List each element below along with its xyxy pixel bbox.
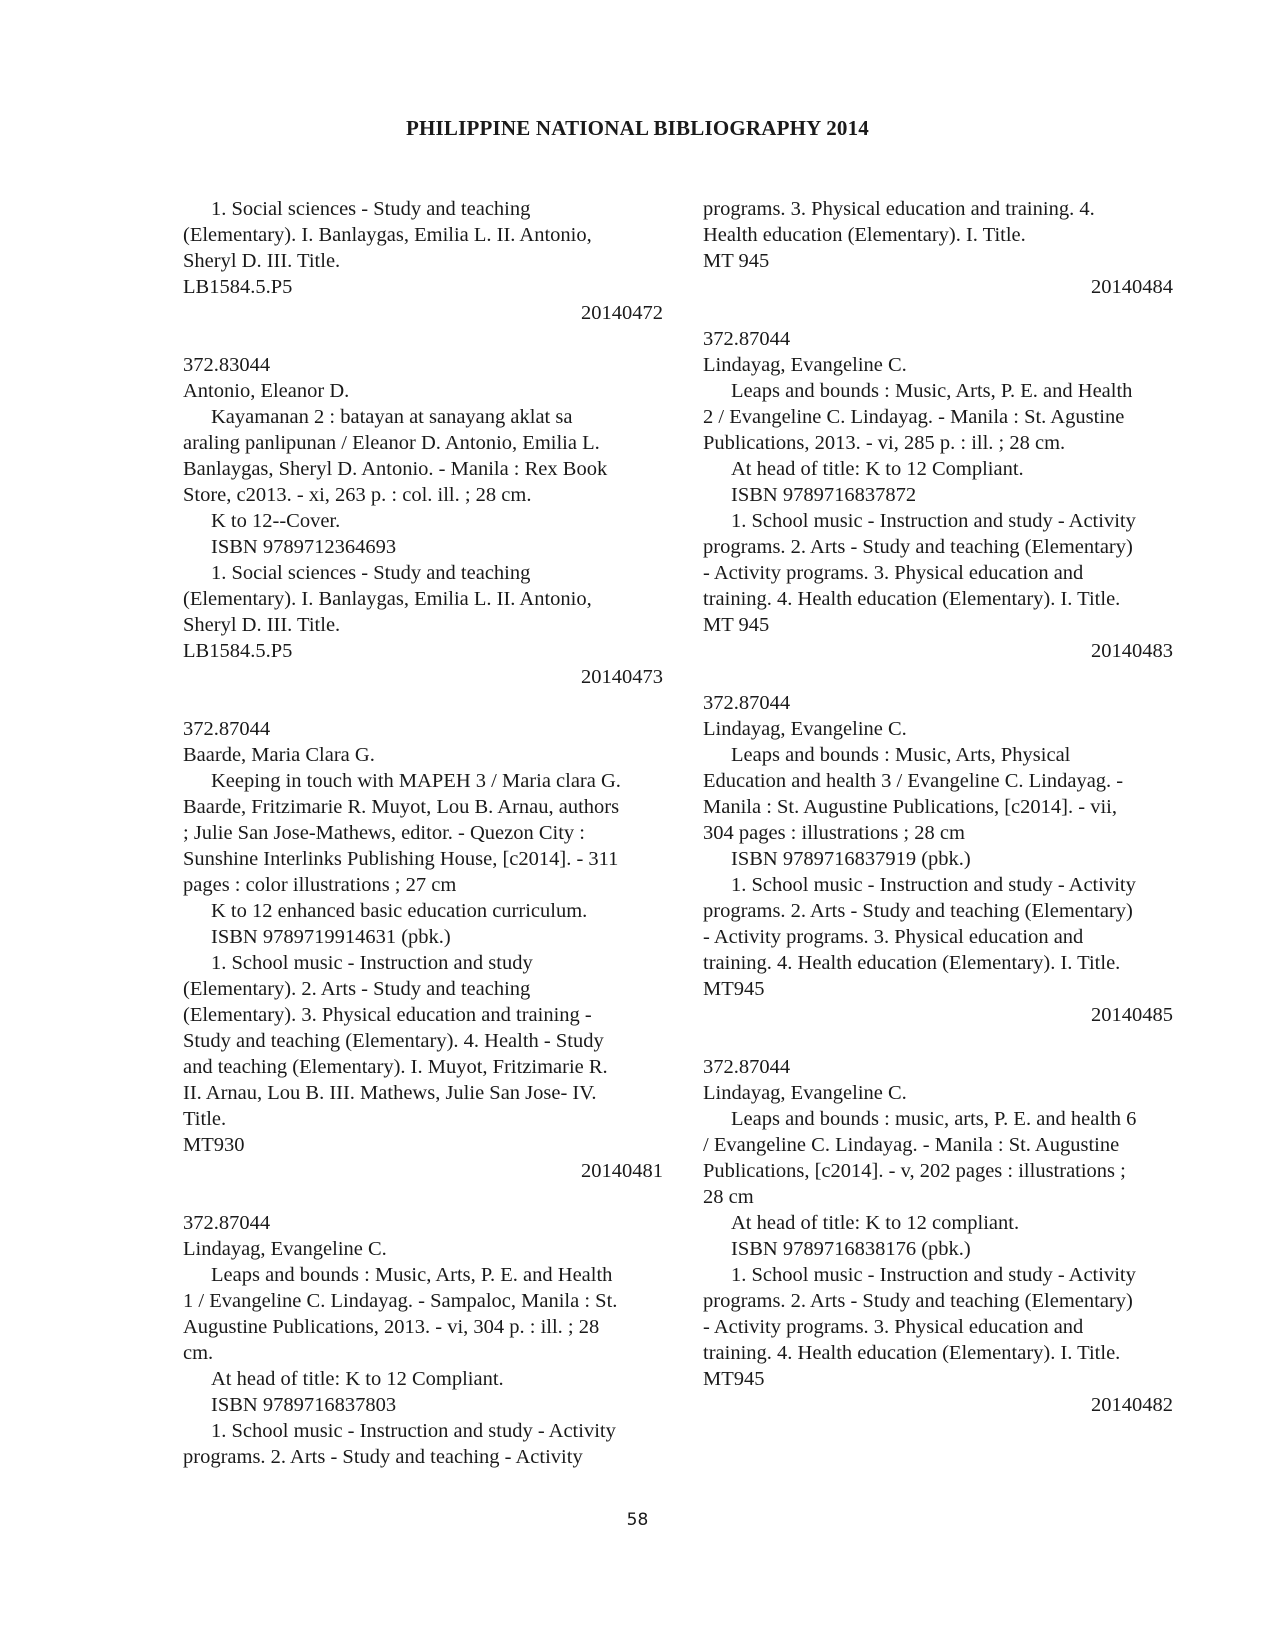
entry-line: training. 4. Health education (Elementary). I. Title. xyxy=(703,952,1121,974)
entry-line: / Evangeline C. Lindayag. - Manila : St. Augustine xyxy=(703,1134,1120,1156)
entry-line: ISBN 9789719914631 (pbk.) xyxy=(211,926,451,948)
entry-line: 2 / Evangeline C. Lindayag. - Manila : St. Agustine xyxy=(703,406,1125,428)
entry-line: MT 945 xyxy=(703,250,770,272)
entry-line: MT945 xyxy=(703,1368,765,1390)
control-number: 20140473 xyxy=(581,666,663,688)
entry-line: MT945 xyxy=(703,978,765,1000)
entry-line: II. Arnau, Lou B. III. Mathews, Julie San Jose- IV. xyxy=(183,1082,597,1104)
entry-line: - Activity programs. 3. Physical education and xyxy=(703,926,1084,948)
entry-line: 372.87044 xyxy=(183,718,271,740)
control-number: 20140482 xyxy=(1091,1394,1173,1416)
entry-line: programs. 2. Arts - Study and teaching (Elementary) xyxy=(703,536,1133,558)
entry-line: pages : color illustrations ; 27 cm xyxy=(183,874,457,896)
entry-separator xyxy=(703,1028,1173,1054)
entry-line: ISBN 9789716837872 xyxy=(731,484,917,506)
entry-line: 1. School music - Instruction and study xyxy=(211,952,533,974)
control-number: 20140484 xyxy=(1091,276,1173,298)
entry-line: ; Julie San Jose-Mathews, editor. - Quezon City : xyxy=(183,822,585,844)
entry-line: ISBN 9789716837919 (pbk.) xyxy=(731,848,971,870)
entry-line: 1. Social sciences - Study and teaching xyxy=(211,198,531,220)
entry-line: Sheryl D. III. Title. xyxy=(183,614,341,636)
entry-line: araling panlipunan / Eleanor D. Antonio, Emilia L. xyxy=(183,432,600,454)
entry-line: 372.87044 xyxy=(703,328,791,350)
entry-line: 1 / Evangeline C. Lindayag. - Sampaloc, Manila : St. xyxy=(183,1290,618,1312)
entry-line: Lindayag, Evangeline C. xyxy=(703,718,907,740)
entry-line: (Elementary). 2. Arts - Study and teaching xyxy=(183,978,531,1000)
control-number: 20140472 xyxy=(581,302,663,324)
entry-line: training. 4. Health education (Elementary). I. Title. xyxy=(703,588,1121,610)
entry-line: 1. School music - Instruction and study - Activity xyxy=(731,874,1136,896)
entry-line: 372.87044 xyxy=(703,692,791,714)
entry-line: Leaps and bounds : Music, Arts, Physical xyxy=(731,744,1071,766)
entry-line: programs. 2. Arts - Study and teaching - Activity xyxy=(183,1446,583,1468)
entry-line: 372.87044 xyxy=(183,1212,271,1234)
entry-line: ISBN 9789712364693 xyxy=(211,536,397,558)
entry-line: - Activity programs. 3. Physical education and xyxy=(703,1316,1084,1338)
entry-line: MT 945 xyxy=(703,614,770,636)
entry-line: Sheryl D. III. Title. xyxy=(183,250,341,272)
entry-line: Health education (Elementary). I. Title. xyxy=(703,224,1026,246)
entry-line: and teaching (Elementary). I. Muyot, Fritzimarie R. xyxy=(183,1056,608,1078)
entry-line: programs. 2. Arts - Study and teaching (Elementary) xyxy=(703,900,1133,922)
entry-separator xyxy=(703,664,1173,690)
entry-line: 1. School music - Instruction and study - Activity xyxy=(731,1264,1136,1286)
entry-line: LB1584.5.P5 xyxy=(183,640,293,662)
entry-line: cm. xyxy=(183,1342,214,1364)
entry-line: Baarde, Maria Clara G. xyxy=(183,744,375,766)
entry-line: Publications, [c2014]. - v, 202 pages : illustrations ; xyxy=(703,1160,1126,1182)
control-number: 20140483 xyxy=(1091,640,1173,662)
entry-line: 1. School music - Instruction and study - Activity xyxy=(211,1420,616,1442)
entry-line: 28 cm xyxy=(703,1186,754,1208)
entry-line: Lindayag, Evangeline C. xyxy=(183,1238,387,1260)
entry-line: Manila : St. Augustine Publications, [c2014]. - vii, xyxy=(703,796,1117,818)
entry-line: 372.83044 xyxy=(183,354,271,376)
entry-line: Publications, 2013. - vi, 285 p. : ill. ; 28 cm. xyxy=(703,432,1066,454)
entry-separator xyxy=(183,690,663,716)
entry-line: ISBN 9789716837803 xyxy=(211,1394,397,1416)
page-title: PHILIPPINE NATIONAL BIBLIOGRAPHY 2014 xyxy=(405,116,870,140)
right-column xyxy=(703,196,1173,1418)
entry-line: Leaps and bounds : Music, Arts, P. E. and Health xyxy=(211,1264,613,1286)
entry-line: Lindayag, Evangeline C. xyxy=(703,1082,907,1104)
entry-line: Banlaygas, Sheryl D. Antonio. - Manila : Rex Book xyxy=(183,458,608,480)
entry-line: At head of title: K to 12 compliant. xyxy=(731,1212,1020,1234)
entry-separator xyxy=(183,326,663,352)
entry-line: K to 12--Cover. xyxy=(211,510,341,532)
entry-line: Baarde, Fritzimarie R. Muyot, Lou B. Arnau, authors xyxy=(183,796,620,818)
entry-line: At head of title: K to 12 Compliant. xyxy=(211,1368,504,1390)
entry-line: 1. School music - Instruction and study - Activity xyxy=(731,510,1136,532)
entry-line: programs. 3. Physical education and training. 4. xyxy=(703,198,1095,220)
entry-line: (Elementary). 3. Physical education and training - xyxy=(183,1004,592,1026)
entry-line: Leaps and bounds : Music, Arts, P. E. and Health xyxy=(731,380,1133,402)
entry-line: Keeping in touch with MAPEH 3 / Maria clara G. xyxy=(211,770,621,792)
left-column xyxy=(183,196,663,1470)
entry-line: (Elementary). I. Banlaygas, Emilia L. II. Antonio, xyxy=(183,588,592,610)
entry-line: - Activity programs. 3. Physical education and xyxy=(703,562,1084,584)
entry-line: programs. 2. Arts - Study and teaching (Elementary) xyxy=(703,1290,1133,1312)
entry-line: 1. Social sciences - Study and teaching xyxy=(211,562,531,584)
entry-line: Store, c2013. - xi, 263 p. : col. ill. ; 28 cm. xyxy=(183,484,532,506)
entry-line: Lindayag, Evangeline C. xyxy=(703,354,907,376)
control-number: 20140485 xyxy=(1091,1004,1173,1026)
entry-line: Kayamanan 2 : batayan at sanayang aklat sa xyxy=(211,406,573,428)
entry-line: Antonio, Eleanor D. xyxy=(183,380,350,402)
entry-line: 372.87044 xyxy=(703,1056,791,1078)
entry-line: Augustine Publications, 2013. - vi, 304 p. : ill. ; 28 xyxy=(183,1316,600,1338)
entry-line: Education and health 3 / Evangeline C. Lindayag. - xyxy=(703,770,1124,792)
entry-separator xyxy=(703,300,1173,326)
entry-line: Title. xyxy=(183,1108,227,1130)
entry-line: MT930 xyxy=(183,1134,245,1156)
entry-separator xyxy=(183,1184,663,1210)
page-number: 58 xyxy=(626,1510,649,1530)
entry-line: K to 12 enhanced basic education curriculum. xyxy=(211,900,588,922)
control-number: 20140481 xyxy=(581,1160,663,1182)
entry-line: Study and teaching (Elementary). 4. Health - Study xyxy=(183,1030,604,1052)
entry-line: LB1584.5.P5 xyxy=(183,276,293,298)
entry-line: At head of title: K to 12 Compliant. xyxy=(731,458,1024,480)
entry-line: Sunshine Interlinks Publishing House, [c2014]. - 311 xyxy=(183,848,619,870)
entry-line: Leaps and bounds : music, arts, P. E. and health 6 xyxy=(731,1108,1137,1130)
entry-line: 304 pages : illustrations ; 28 cm xyxy=(703,822,965,844)
entry-line: training. 4. Health education (Elementary). I. Title. xyxy=(703,1342,1121,1364)
entry-line: (Elementary). I. Banlaygas, Emilia L. II. Antonio, xyxy=(183,224,592,246)
entry-line: ISBN 9789716838176 (pbk.) xyxy=(731,1238,971,1260)
